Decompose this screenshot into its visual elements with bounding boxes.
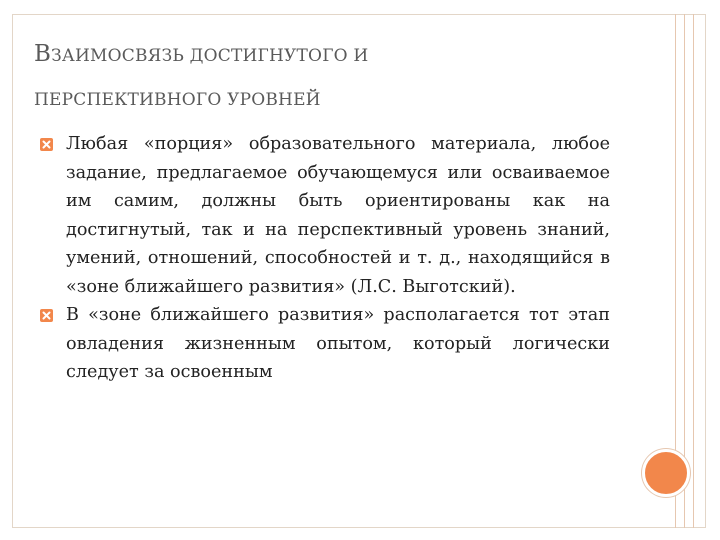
bullet-item-2 [40,301,610,387]
bullet-item-1 [40,130,610,301]
orange-x-bullet-icon [40,138,53,151]
title-cap: В [34,41,52,67]
title-line-1 [34,32,594,78]
decor-line [684,14,685,528]
title-line-1-rest: ЗАИМОСВЯЗЬ ДОСТИГНУТОГО И [51,46,369,66]
decor-circle [642,449,690,497]
bullet-text-2: В «зоне ближайшего развития» располагается тот этап овладения жизненным опытом, который логически следует за освоенным [66,305,610,382]
orange-x-bullet-icon [40,309,53,322]
slide-title [34,32,594,122]
slide-content [40,130,610,387]
title-line-2: ПЕРСПЕКТИВНОГО УРОВНЕЙ [34,90,321,110]
bullet-text-1: Любая «порция» образовательного материала, любое задание, предлагаемое обучающемуся или осваиваемое им самим, должны быть ориентированы как на достигнутый, так и на перспективный уровень знаний, умений, отношений, способностей и т. д., находящийся в «зоне ближайшего развития» (Л.С. Выготский). [66,134,610,297]
decor-line [693,14,694,528]
